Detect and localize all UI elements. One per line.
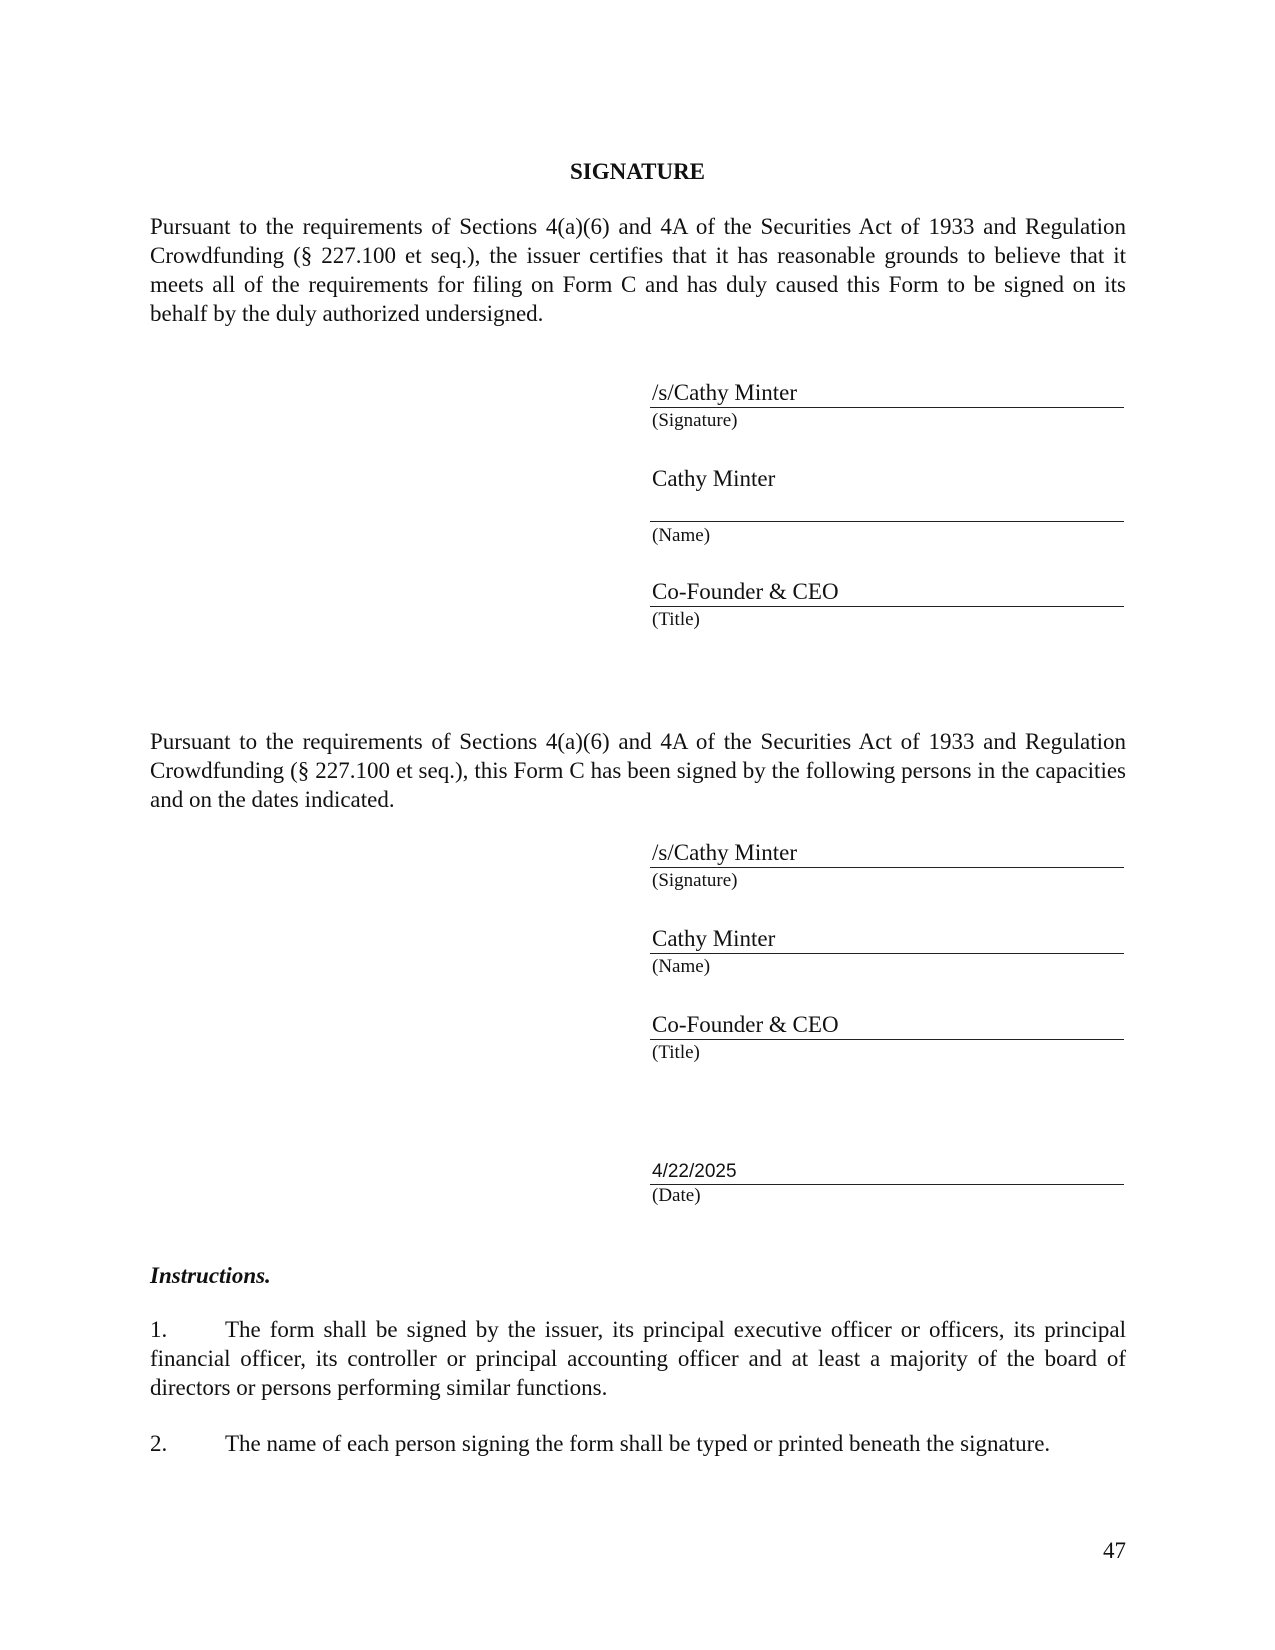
issuer-title-caption: (Title)	[652, 609, 700, 630]
instruction-item-text: The form shall be signed by the issuer, its principal executive officer or officers, its principal financial officer, its controller or principal accounting officer and at least a majority of the board of directors or persons performing similar functions.	[150, 1317, 1126, 1400]
instructions-heading: Instructions.	[150, 1263, 271, 1288]
issuer-name-caption: (Name)	[652, 525, 711, 546]
issuer-name-value: Cathy Minter	[650, 465, 1124, 522]
instruction-item-text: The name of each person signing the form shall be typed or printed beneath the signature.	[225, 1431, 1051, 1456]
persons-signing-paragraph: Pursuant to the requirements of Sections 4(a)(6) and 4A of the Securities Act of 1933 and Regulation Crowdfunding (§ 227.100 et seq.), this Form C has been signed by the following persons in the capacities and on the dates indicated.	[150, 729, 1126, 812]
issuer-certification-paragraph: Pursuant to the requirements of Sections 4(a)(6) and 4A of the Securities Act of 1933 and Regulation Crowdfunding (§ 227.100 et seq.), the issuer certifies that it has reasonable grounds to believe that it meets all of the requirements for filing on Form C and has duly caused this Form to be signed on its behalf by the duly authorized undersigned.	[150, 214, 1126, 326]
person-name-caption: (Name)	[652, 956, 711, 977]
person-title-value: Co-Founder & CEO	[650, 1011, 1124, 1040]
person-date-value: 4/22/2025	[650, 1160, 1124, 1185]
issuer-title-value: Co-Founder & CEO	[650, 578, 1124, 607]
person-date-caption: (Date)	[652, 1185, 701, 1206]
issuer-signature-caption: (Signature)	[652, 410, 738, 431]
instruction-item-number: 2.	[150, 1431, 168, 1456]
person-name-value: Cathy Minter	[650, 925, 1124, 954]
page-number: 47	[1103, 1538, 1126, 1563]
instruction-item-number: 1.	[150, 1317, 168, 1342]
person-title-caption: (Title)	[652, 1042, 700, 1063]
issuer-signature-value: /s/Cathy Minter	[650, 379, 1124, 408]
person-signature-caption: (Signature)	[652, 870, 738, 891]
page-title: SIGNATURE	[569, 159, 706, 184]
person-signature-value: /s/Cathy Minter	[650, 839, 1124, 868]
